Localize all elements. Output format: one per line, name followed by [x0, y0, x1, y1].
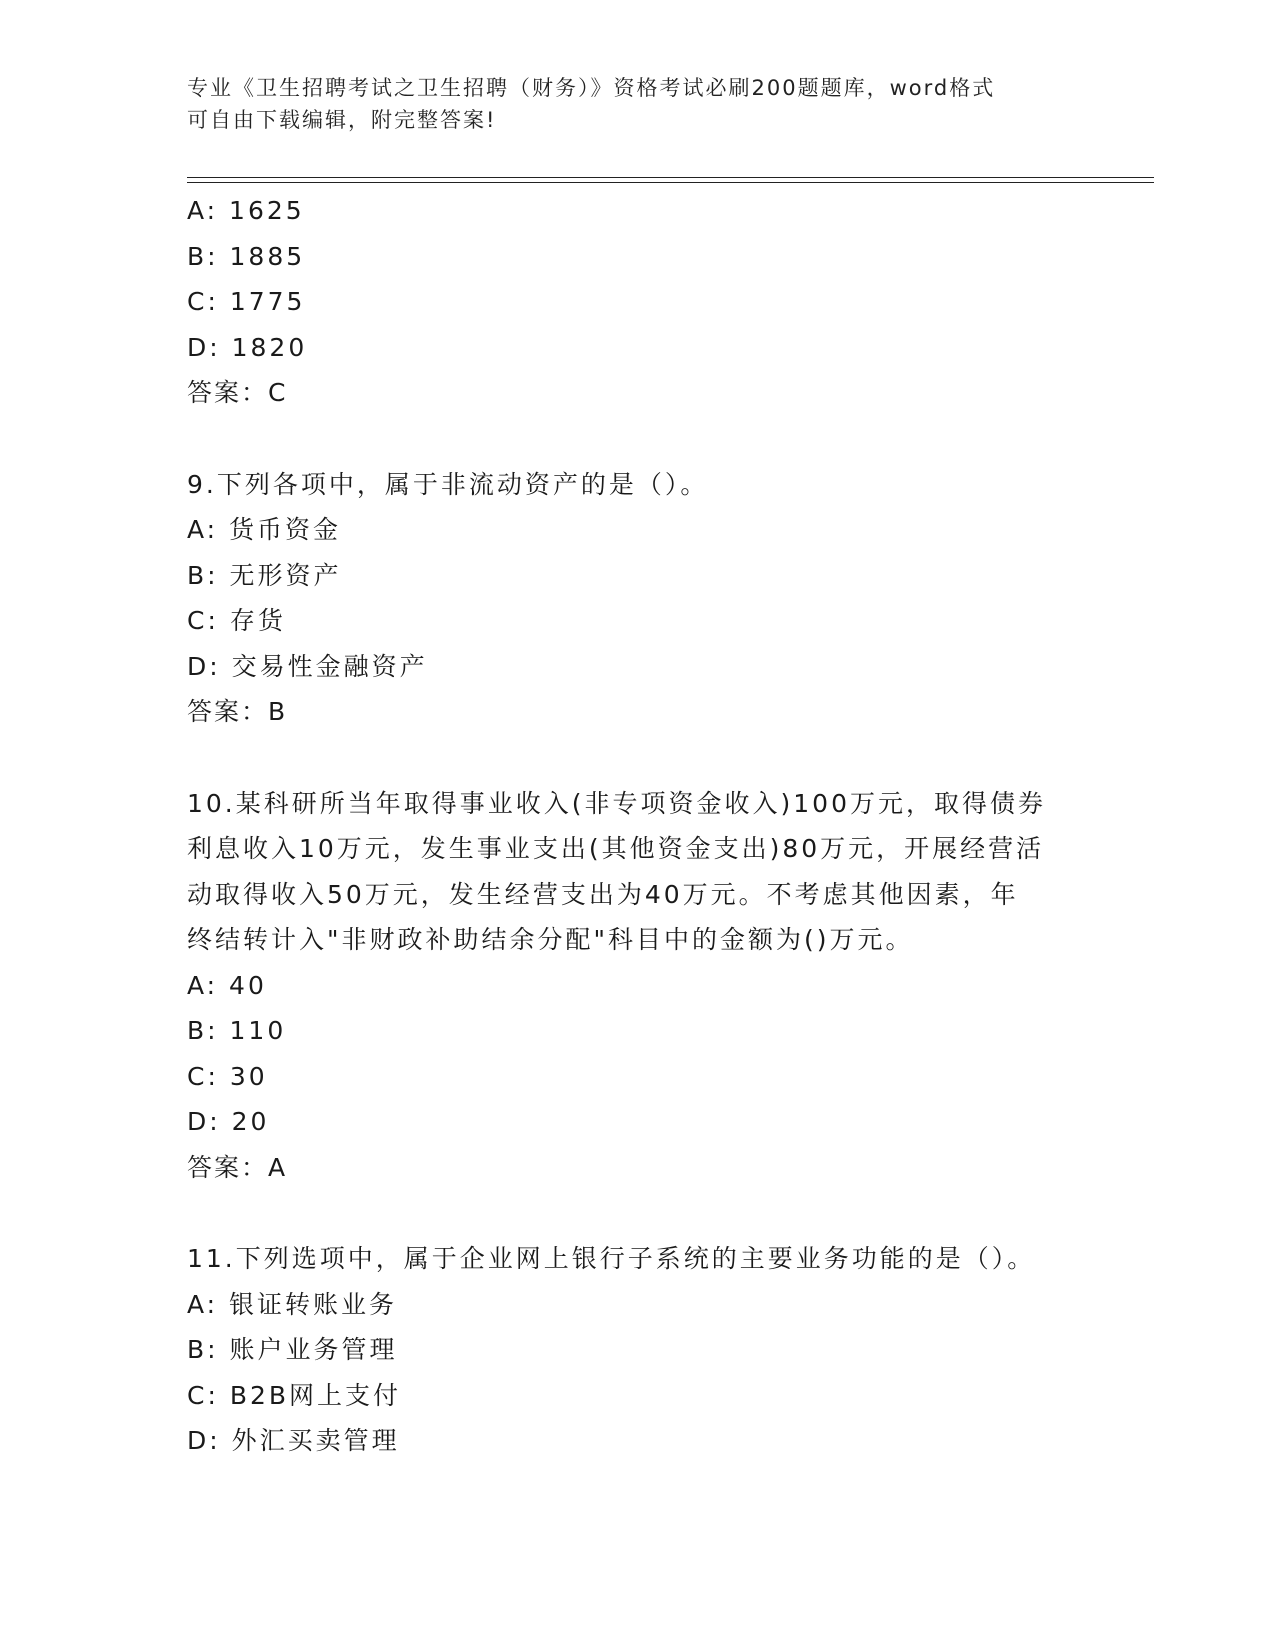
question-stem-line-2: 利息收入10万元，发生事业支出(其他资金支出)80万元，开展经营活	[187, 834, 1045, 863]
answer: 答案：A	[187, 1152, 288, 1182]
option-a: A: 1625	[187, 196, 305, 225]
question-stem: 11.下列选项中，属于企业网上银行子系统的主要业务功能的是（）。	[187, 1244, 1036, 1273]
option-d: D: 外汇买卖管理	[187, 1426, 400, 1455]
option-c: C: 30	[187, 1061, 268, 1091]
header-divider-top	[187, 177, 1154, 178]
question-stem-line-4: 终结转计入"非财政补助结余分配"科目中的金额为()万元。	[187, 925, 914, 954]
question-list	[187, 188, 1087, 1464]
question-stem: 9.下列各项中，属于非流动资产的是（）。	[187, 469, 709, 499]
option-d: D: 交易性金融资产	[187, 651, 428, 681]
question-stem-line-3: 动取得收入50万元，发生经营支出为40万元。不考虑其他因素，年	[187, 879, 1019, 909]
option-c: C: 1775	[187, 287, 306, 316]
answer: 答案：B	[187, 697, 288, 726]
option-d: D: 1820	[187, 332, 308, 362]
question-stem-line-1: 10.某科研所当年取得事业收入(非专项资金收入)100万元，取得债券	[187, 788, 1046, 818]
question-11	[187, 1236, 1087, 1464]
option-b: B: 无形资产	[187, 560, 342, 590]
document-header	[187, 72, 1067, 136]
option-b: B: 账户业务管理	[187, 1335, 398, 1364]
option-a: A: 银证转账业务	[187, 1289, 398, 1319]
question-8	[187, 188, 1087, 416]
answer: 答案：C	[187, 378, 288, 407]
option-c: C: B2B网上支付	[187, 1380, 402, 1410]
question-9	[187, 462, 1087, 735]
option-b: B: 1885	[187, 241, 306, 271]
header-title-line-2: 可自由下载编辑，附完整答案!	[187, 108, 497, 132]
option-a: A: 40	[187, 970, 267, 1000]
option-a: A: 货币资金	[187, 515, 342, 544]
header-title-line-1: 专业《卫生招聘考试之卫生招聘（财务）》资格考试必刷200题题库，word格式	[187, 76, 996, 100]
question-10	[187, 781, 1087, 1191]
option-c: C: 存货	[187, 606, 286, 635]
option-d: D: 20	[187, 1107, 270, 1136]
option-b: B: 110	[187, 1016, 287, 1045]
header-divider-bottom	[187, 182, 1154, 183]
